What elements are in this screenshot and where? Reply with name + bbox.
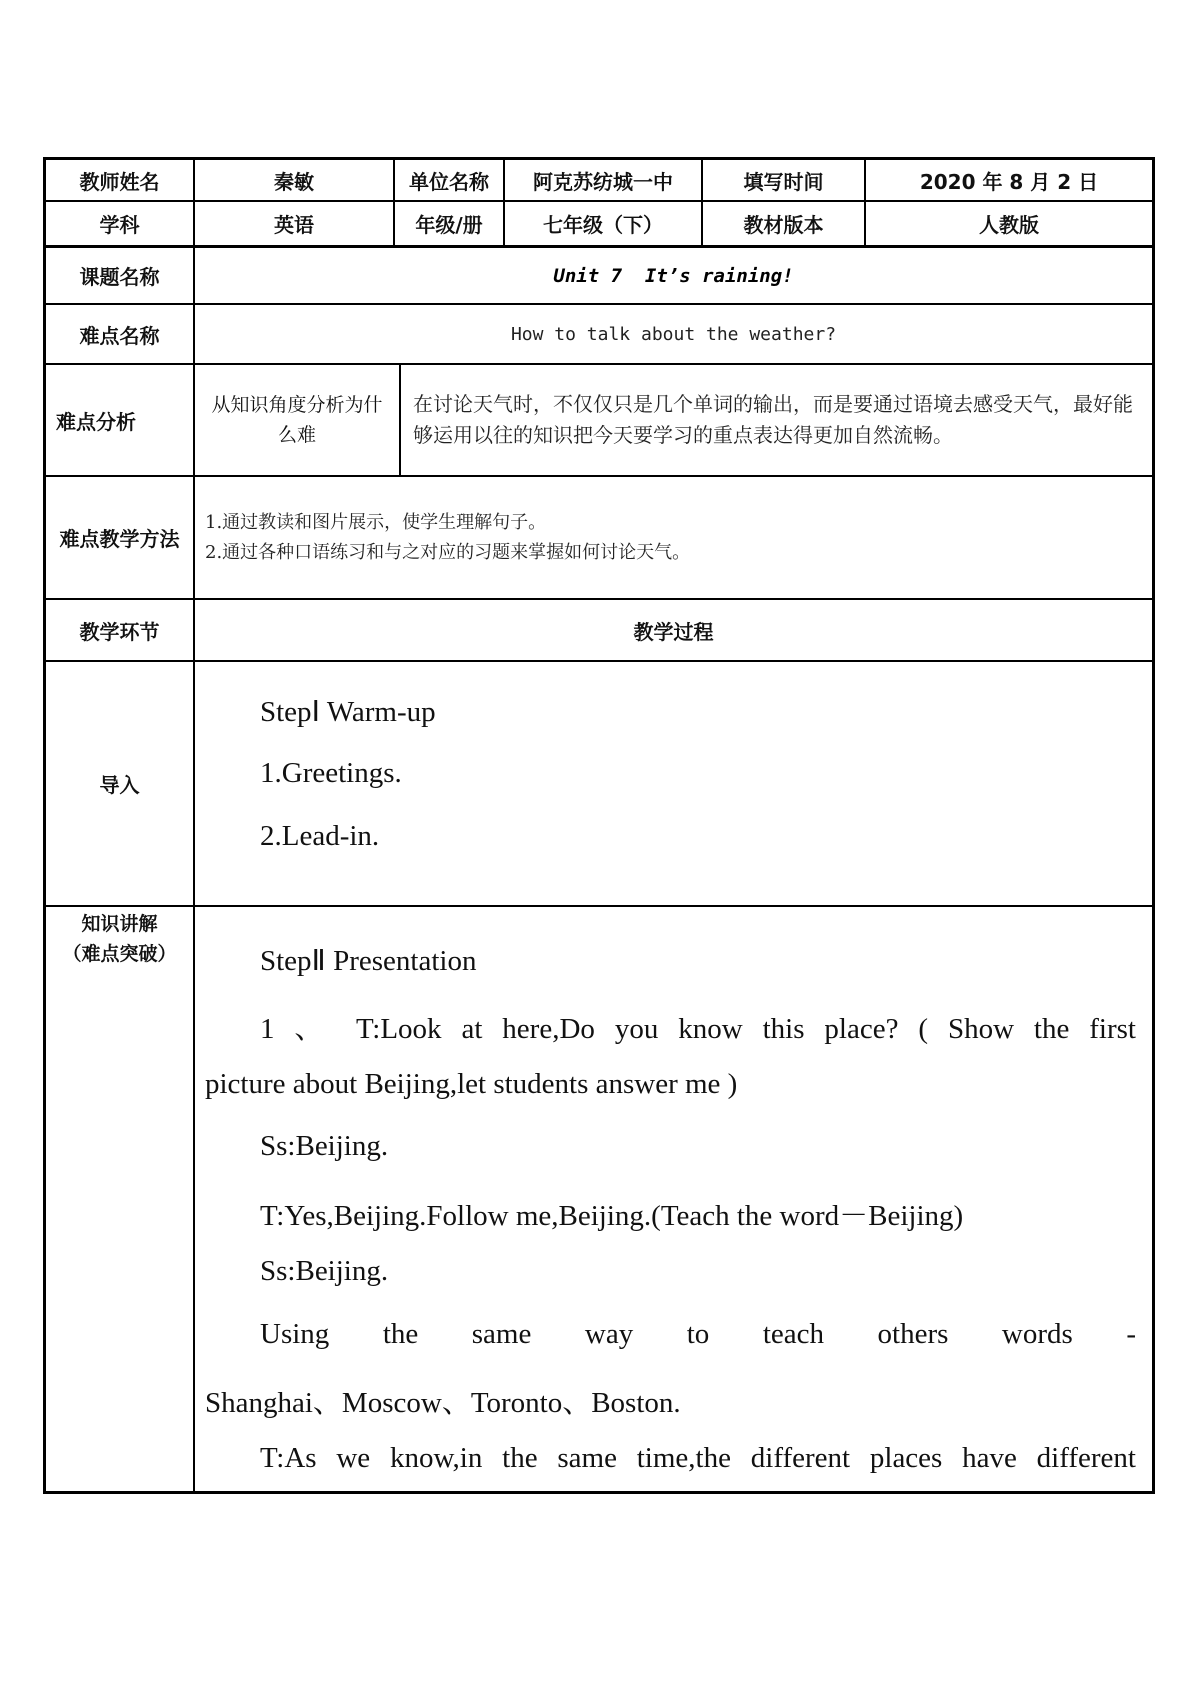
knowledge-label [46,907,193,969]
unit-name-value: 阿克苏纺城一中 [533,169,673,194]
knowledge-line: StepⅡ Presentation [260,945,477,977]
lesson-plan-table [43,157,1155,1494]
grade-label: 年级/册 [415,213,483,237]
edition-value: 人教版 [979,213,1039,237]
knowledge-label-line: 知识讲解 [81,913,158,935]
difficulty-label: 难点名称 [79,323,160,348]
knowledge-line: Ss:Beijing. [260,1255,389,1287]
method-list [195,477,1152,598]
subject-value: 英语 [274,213,314,237]
process-header: 教学过程 [633,619,714,644]
grade-value: 七年级（下） [543,213,663,237]
analysis-label: 难点分析 [56,409,136,434]
teacher-name-label: 教师姓名 [79,169,160,194]
analysis-text: 在讨论天气时，不仅仅只是几个单词的输出，而是要通过语境去感受天气，最好能够运用以往的知识把今天要学习的重点表达得更加自然流畅。 [413,392,1133,447]
knowledge-label-line: （难点突破） [62,943,177,965]
intro-line: StepⅠ Warm-up [260,696,436,728]
method-item: 2.通过各种口语练习和与之对应的习题来掌握如何讨论天气。 [205,541,691,563]
subject-label: 学科 [99,213,140,237]
knowledge-line: T:Yes,Beijing.Follow me,Beijing.(Teach the word－Beijing) [260,1200,964,1232]
intro-label: 导入 [99,773,140,797]
knowledge-line: Shanghai、Moscow、Toronto、Boston. [205,1387,681,1419]
unit-name-label: 单位名称 [409,169,489,194]
fill-time-value: 2020 年 8 月 2 日 [919,169,1099,194]
topic-label: 课题名称 [79,265,160,289]
intro-content [195,662,1152,905]
intro-line: 2.Lead-in. [260,820,380,852]
knowledge-content [195,907,1152,1494]
knowledge-line: 1 、 T:Look at here,Do you know this place? ( Show the first [260,1013,1136,1045]
stage-header: 教学环节 [79,619,160,644]
edition-label: 教材版本 [743,213,824,237]
method-label: 难点教学方法 [59,527,180,551]
method-item: 1.通过教读和图片展示，使学生理解句子。 [205,511,547,533]
teacher-name-value: 秦敏 [274,169,314,194]
difficulty-value: How to talk about the weather? [510,323,837,345]
knowledge-line: Ss:Beijing. [260,1130,389,1162]
topic-value: Unit 7 It’s raining! [553,264,794,287]
analysis-sub-label: 从知识角度分析为什么难 [211,394,383,446]
knowledge-line: Using the same way to teach others words - [260,1318,1136,1350]
fill-time-label: 填写时间 [743,169,824,194]
knowledge-line: picture about Beijing,let students answer me ) [205,1068,738,1100]
knowledge-line: T:As we know,in the same time,the different places have different [260,1442,1136,1474]
intro-line: 1.Greetings. [260,757,402,789]
